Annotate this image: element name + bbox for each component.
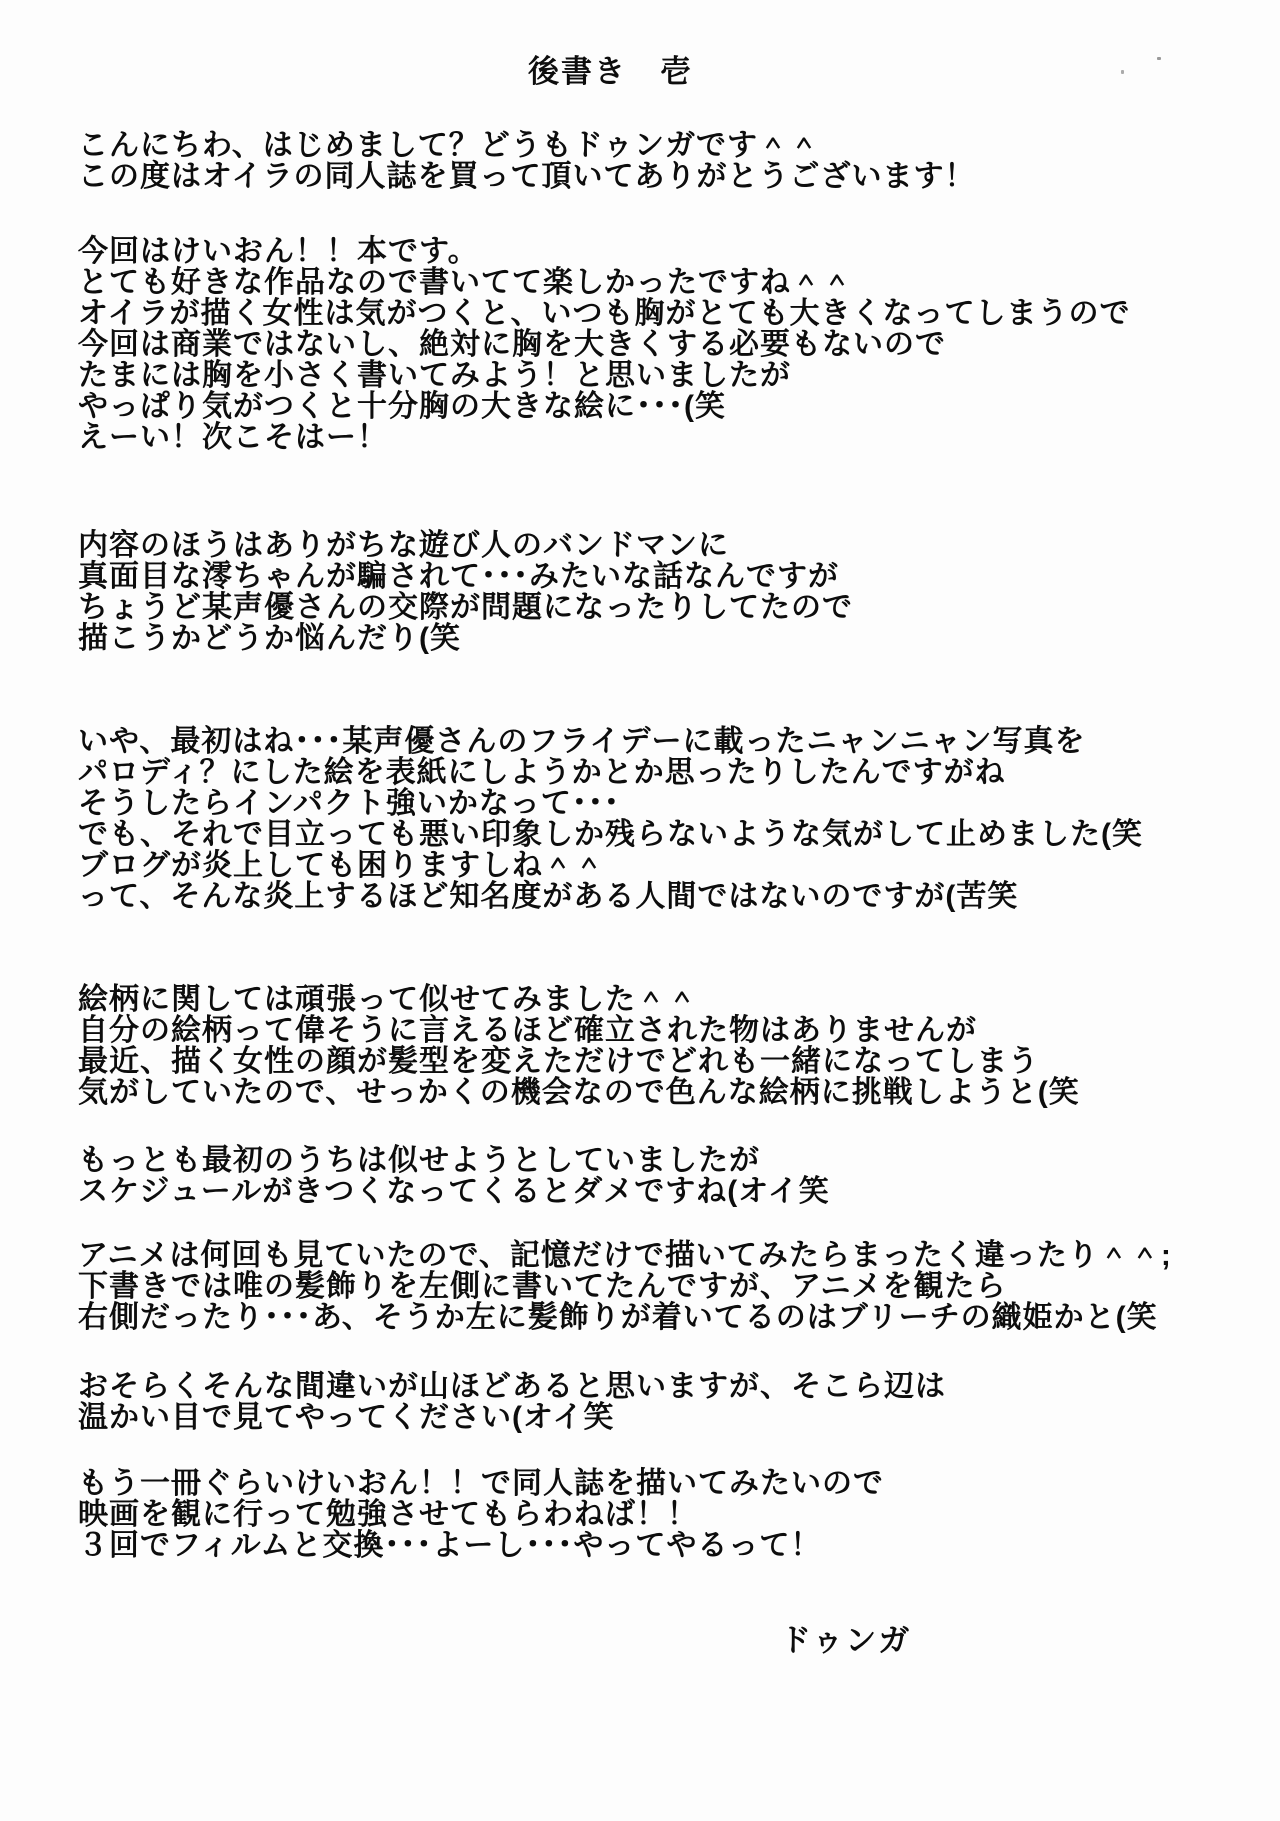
text-line: やっぱり気がつくと十分胸の大きな絵に･･･(笑 — [78, 390, 726, 423]
text-line: ブログが炎上しても困りますしね＾＾ — [78, 849, 605, 882]
text-line: たまには胸を小さく書いてみよう！と思いましたが — [78, 359, 791, 392]
author-signature: ドゥンガ — [780, 1623, 912, 1658]
text-line: ちょうど某声優さんの交際が問題になったりしてたので — [78, 591, 853, 624]
text-line: もっとも最初のうちは似せようとしていましたが — [78, 1144, 760, 1177]
paragraph — [78, 530, 1260, 654]
scan-speck — [1121, 70, 1124, 74]
paragraph — [78, 1468, 1260, 1561]
text-line: 右側だったり･･･あ、そうか左に髪飾りが着いてるのはブリーチの織姫かと(笑 — [78, 1301, 1158, 1334]
text-line: とても好きな作品なので書いてて楽しかったですね＾＾ — [78, 266, 853, 299]
text-line: こんにちわ、はじめまして？どうもドゥンガです＾＾ — [78, 129, 821, 162]
text-line: 絵柄に関しては頑張って似せてみました＾＾ — [78, 983, 698, 1016]
paragraph — [78, 1240, 1260, 1333]
text-line: 下書きでは唯の髪飾りを左側に書いてたんですが、アニメを観たら — [78, 1270, 1007, 1303]
text-line: パロディ？にした絵を表紙にしようかとか思ったりしたんですがね — [78, 756, 1006, 789]
text-line: ３回でフィルムと交換･･･よーし･･･やってやるって！ — [78, 1529, 822, 1562]
page-title: 後書き 壱 — [528, 54, 693, 89]
text-line: スケジュールがきつくなってくるとダメですね(オイ笑 — [78, 1175, 830, 1208]
scan-speck — [1157, 57, 1161, 60]
text-line: 描こうかどうか悩んだり(笑 — [78, 622, 461, 655]
text-line: 自分の絵柄って偉そうに言えるほど確立された物はありませんが — [78, 1014, 977, 1047]
text-line: 今回はけいおん！！本です。 — [78, 235, 479, 268]
text-line: もう一冊ぐらいけいおん！！で同人誌を描いてみたいので — [78, 1467, 884, 1500]
paragraph — [78, 984, 1260, 1108]
text-line: 最近、描く女性の顔が髪型を変えただけでどれも一緒になってしまう — [78, 1045, 1039, 1078]
paragraph — [78, 1145, 1260, 1207]
text-line: この度はオイラの同人誌を買って頂いてありがとうございます！ — [78, 160, 976, 193]
text-line: 内容のほうはありがちな遊び人のバンドマンに — [78, 529, 729, 562]
paragraph — [78, 130, 1260, 192]
text-line: えーい！次こそはー！ — [78, 421, 388, 454]
text-line: 温かい目で見てやってください(オイ笑 — [78, 1401, 615, 1434]
text-line: アニメは何回も見ていたので、記憶だけで描いてみたらまったく違ったり＾＾; — [78, 1239, 1172, 1272]
paragraph — [78, 236, 1260, 453]
text-line: いや、最初はね･･･某声優さんのフライデーに載ったニャンニャン写真を — [78, 725, 1086, 758]
text-line: 気がしていたので、せっかくの機会なので色んな絵柄に挑戦しようと(笑 — [78, 1076, 1080, 1109]
text-line: って、そんな炎上するほど知名度がある人間ではないのですが(苦笑 — [78, 880, 1019, 913]
text-line: そうしたらインパクト強いかなって･･･ — [78, 787, 620, 820]
paragraph — [78, 726, 1260, 912]
text-line: オイラが描く女性は気がつくと、いつも胸がとても大きくなってしまうので — [78, 297, 1131, 330]
text-line: 映画を観に行って勉強させてもらわねば！！ — [78, 1498, 698, 1531]
text-line: 今回は商業ではないし、絶対に胸を大きくする必要もないので — [78, 328, 946, 361]
paragraph — [78, 1371, 1260, 1433]
text-line: おそらくそんな間違いが山ほどあると思いますが、そこら辺は — [78, 1370, 946, 1403]
text-line: 真面目な澪ちゃんが騙されて･･･みたいな話なんですが — [78, 560, 839, 593]
text-line: でも、それで目立っても悪い印象しか残らないような気がして止めました(笑 — [78, 818, 1143, 851]
